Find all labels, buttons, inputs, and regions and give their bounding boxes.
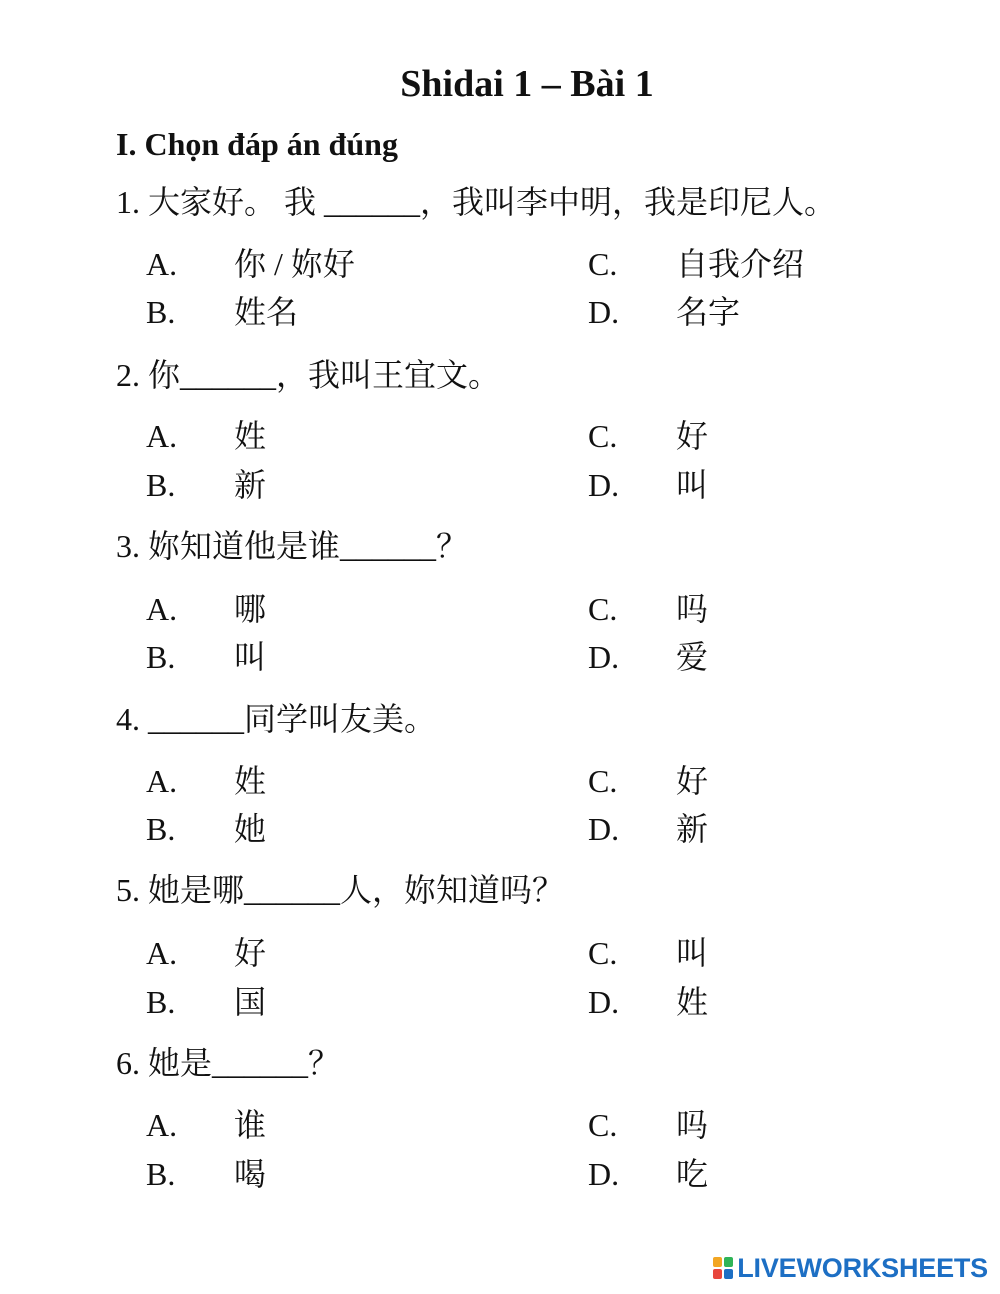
question-3-text: 3. 妳知道他是谁______？ <box>116 528 469 564</box>
question-6 <box>116 1041 976 1085</box>
option-text: 自我介绍 <box>676 246 805 282</box>
option-text: 吗 <box>676 1107 709 1143</box>
logo-square <box>724 1269 733 1279</box>
option-letter: B. <box>146 811 176 847</box>
question-2-text: 2. 你______，我叫王宜文。 <box>116 357 501 393</box>
question-2-option-c[interactable] <box>588 414 708 458</box>
question-6-option-d[interactable] <box>588 1152 708 1196</box>
question-5 <box>116 868 976 912</box>
option-text: 你 / 妳好 <box>234 246 355 282</box>
option-letter: C. <box>588 935 618 971</box>
option-letter: D. <box>588 811 620 847</box>
question-2-option-d[interactable] <box>588 463 708 507</box>
question-6-option-c[interactable] <box>588 1103 708 1147</box>
question-1-option-c[interactable] <box>588 242 804 286</box>
question-1 <box>116 180 976 224</box>
option-letter: A. <box>146 935 178 971</box>
question-5-option-b[interactable] <box>146 980 266 1024</box>
question-5-option-c[interactable] <box>588 931 708 975</box>
question-2-option-b[interactable] <box>146 463 266 507</box>
question-4-option-b[interactable] <box>146 807 266 851</box>
option-letter: D. <box>588 984 620 1020</box>
option-text: 姓名 <box>234 294 299 330</box>
question-3 <box>116 524 976 568</box>
option-text: 好 <box>234 935 267 971</box>
option-letter: D. <box>588 467 620 503</box>
option-letter: B. <box>146 639 176 675</box>
option-text: 好 <box>676 763 709 799</box>
option-letter: A. <box>146 763 178 799</box>
liveworksheets-mark-icon <box>713 1257 733 1279</box>
option-text: 新 <box>234 467 267 503</box>
question-3-option-b[interactable] <box>146 635 266 679</box>
option-letter: B. <box>146 984 176 1020</box>
option-letter: A. <box>146 591 178 627</box>
option-letter: A. <box>146 418 178 454</box>
question-5-option-a[interactable] <box>146 931 266 975</box>
question-2-option-a[interactable] <box>146 414 266 458</box>
option-text: 姓 <box>234 763 267 799</box>
question-6-text: 6. 她是______？ <box>116 1045 341 1081</box>
option-text: 国 <box>234 984 267 1020</box>
page-title: Shidai 1 – Bài 1 <box>400 63 654 105</box>
logo-square <box>724 1257 733 1267</box>
option-text: 她 <box>234 811 267 847</box>
option-letter: D. <box>588 294 620 330</box>
option-letter: C. <box>588 1107 618 1143</box>
option-text: 新 <box>676 811 709 847</box>
question-4-option-c[interactable] <box>588 759 708 803</box>
option-text: 叫 <box>676 935 709 971</box>
option-letter: A. <box>146 246 178 282</box>
option-letter: B. <box>146 1156 176 1192</box>
question-2 <box>116 353 976 397</box>
logo-text: LIVEWORKSHEETS <box>737 1252 988 1283</box>
option-text: 谁 <box>234 1107 267 1143</box>
option-text: 哪 <box>234 591 267 627</box>
question-6-option-a[interactable] <box>146 1103 266 1147</box>
option-text: 姓 <box>676 984 709 1020</box>
section-heading: I. Chọn đáp án đúng <box>116 126 398 162</box>
option-text: 好 <box>676 418 709 454</box>
question-1-option-b[interactable] <box>146 290 298 334</box>
question-3-option-c[interactable] <box>588 587 708 631</box>
option-text: 叫 <box>234 639 267 675</box>
question-1-option-d[interactable] <box>588 290 740 334</box>
option-text: 叫 <box>676 467 709 503</box>
option-letter: C. <box>588 763 618 799</box>
option-letter: A. <box>146 1107 178 1143</box>
question-4-option-a[interactable] <box>146 759 266 803</box>
liveworksheets-logo <box>713 1252 988 1284</box>
question-4-text: 4. ______同学叫友美。 <box>116 701 437 737</box>
option-text: 姓 <box>234 418 267 454</box>
question-6-option-b[interactable] <box>146 1152 266 1196</box>
question-5-option-d[interactable] <box>588 980 708 1024</box>
option-letter: C. <box>588 246 618 282</box>
option-letter: C. <box>588 591 618 627</box>
question-3-option-a[interactable] <box>146 587 266 631</box>
option-text: 喝 <box>234 1156 267 1192</box>
question-3-option-d[interactable] <box>588 635 708 679</box>
option-text: 吃 <box>676 1156 709 1192</box>
question-1-option-a[interactable] <box>146 242 355 286</box>
logo-square <box>713 1269 722 1279</box>
option-text: 名字 <box>676 294 741 330</box>
question-4 <box>116 697 976 741</box>
option-text: 爱 <box>676 639 709 675</box>
option-letter: C. <box>588 418 618 454</box>
question-5-text: 5. 她是哪______人，妳知道吗？ <box>116 872 565 908</box>
option-letter: D. <box>588 1156 620 1192</box>
option-letter: B. <box>146 467 176 503</box>
option-letter: B. <box>146 294 176 330</box>
option-letter: D. <box>588 639 620 675</box>
question-4-option-d[interactable] <box>588 807 708 851</box>
logo-square <box>713 1257 722 1267</box>
question-1-text: 1. 大家好。 我 ______，我叫李中明，我是印尼人。 <box>116 184 837 220</box>
option-text: 吗 <box>676 591 709 627</box>
